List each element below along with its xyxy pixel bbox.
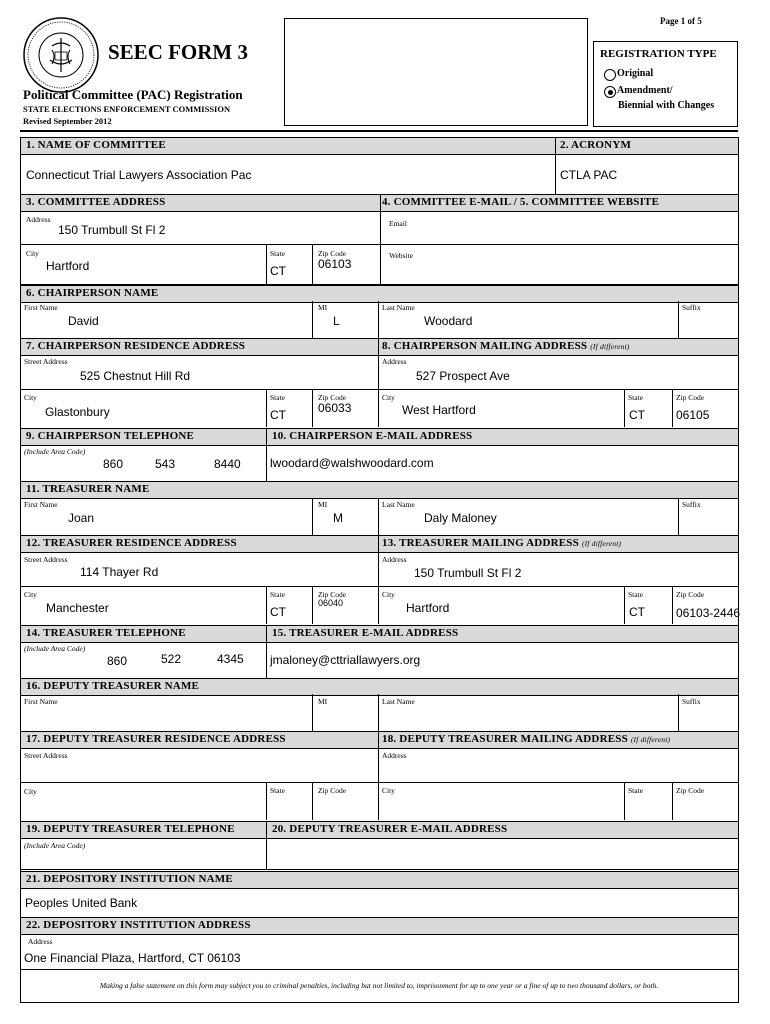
state-label: State (270, 590, 285, 599)
address-label: Address (28, 937, 53, 946)
option-original-label: Original (617, 68, 654, 79)
city-label: City (382, 393, 395, 402)
if-different-note: (If different) (630, 735, 671, 744)
revised-date: Revised September 2012 (23, 116, 112, 126)
committee-state-field[interactable]: CT (270, 264, 286, 278)
section-1-2-header (20, 137, 738, 155)
treasurer-phone-area[interactable]: 860 (107, 654, 128, 668)
city-label: City (26, 249, 39, 258)
street-address-label: Street Address (24, 555, 68, 564)
email-label: Email (389, 219, 407, 228)
chair-mi-field[interactable]: L (333, 314, 340, 328)
suffix-label: Suffix (682, 500, 701, 509)
form-subtitle: Political Committee (PAC) Registration (23, 87, 243, 102)
treasurer-mail-state-field[interactable]: CT (629, 605, 645, 619)
section-7-8-header (20, 338, 738, 356)
first-name-label: First Name (24, 697, 58, 706)
option-amendment-label-line2: Biennial with Changes (618, 100, 715, 111)
if-different-note: (If different) (590, 342, 630, 351)
section-12-13-header (20, 535, 738, 553)
section-10-title: 10. CHAIRPERSON E-MAIL ADDRESS (272, 430, 473, 442)
area-code-label: (Include Area Code) (24, 644, 86, 653)
radio-amendment[interactable] (604, 86, 616, 98)
address-label: Address (382, 357, 407, 366)
first-name-label: First Name (24, 500, 58, 509)
treasurer-res-street-field[interactable]: 114 Thayer Rd (80, 565, 159, 579)
zip-label: Zip Code (318, 393, 347, 402)
section-22-title: 22. DEPOSITORY INSTITUTION ADDRESS (26, 919, 251, 931)
treasurer-mail-city-field[interactable]: Hartford (406, 601, 450, 615)
section-22-header (20, 917, 738, 935)
form-top-rule (20, 130, 738, 132)
section-13-title: 13. TREASURER MAILING ADDRESS (382, 537, 579, 549)
city-label: City (24, 590, 37, 599)
chair-first-name-field[interactable]: David (68, 314, 99, 328)
state-label: State (270, 786, 285, 795)
city-label: City (382, 786, 395, 795)
chair-mail-state-field[interactable]: CT (629, 408, 645, 422)
committee-zip-field[interactable]: 06103 (318, 257, 352, 271)
treasurer-mi-field[interactable]: M (333, 511, 343, 525)
address-label: Address (26, 215, 51, 224)
area-code-label: (Include Area Code) (24, 447, 86, 456)
chair-phone-prefix[interactable]: 543 (155, 457, 176, 471)
treasurer-phone-prefix[interactable]: 522 (161, 652, 182, 666)
section-11-header (20, 481, 738, 499)
zip-label: Zip Code (318, 249, 347, 258)
chair-res-zip-field[interactable]: 06033 (318, 401, 352, 415)
zip-label: Zip Code (676, 393, 705, 402)
footer-warning: Making a false statement on this form may subject you to criminal penalties, including but not limited to, imprisonment for up to one year or a fine of up to two thousand dollars, or both. (99, 981, 659, 990)
chair-mail-zip-field[interactable]: 06105 (676, 408, 710, 422)
treasurer-first-name-field[interactable]: Joan (68, 511, 95, 525)
section-9-10-header (20, 428, 738, 446)
section-1-title: 1. NAME OF COMMITTEE (26, 139, 166, 151)
section-2-title: 2. ACRONYM (560, 139, 632, 151)
section-4-5-title: 4. COMMITTEE E-MAIL / 5. COMMITTEE WEBSITE (382, 196, 660, 208)
registration-type-box (593, 41, 738, 127)
chair-mail-city-field[interactable]: West Hartford (402, 403, 476, 417)
option-amendment-label: Amendment/ (617, 85, 673, 96)
depository-address-field[interactable]: One Financial Plaza, Hartford, CT 06103 (24, 951, 241, 965)
section-18-title: 18. DEPUTY TREASURER MAILING ADDRESS (382, 733, 628, 745)
section-20-title: 20. DEPUTY TREASURER E-MAIL ADDRESS (272, 823, 508, 835)
chair-email-field[interactable]: lwoodard@walshwoodard.com (270, 456, 434, 470)
website-label: Website (389, 251, 413, 260)
last-name-label: Last Name (382, 697, 415, 706)
address-label: Address (382, 555, 407, 564)
treasurer-res-city-field[interactable]: Manchester (46, 601, 109, 615)
depository-name-field[interactable]: Peoples United Bank (25, 896, 138, 910)
chair-res-state-field[interactable]: CT (270, 408, 286, 422)
acronym-field[interactable]: CTLA PAC (560, 168, 618, 182)
state-label: State (628, 393, 643, 402)
chair-last-name-field[interactable]: Woodard (424, 314, 473, 328)
zip-label: Zip Code (318, 786, 347, 795)
first-name-label: First Name (24, 303, 58, 312)
section-12-title: 12. TREASURER RESIDENCE ADDRESS (26, 537, 237, 549)
committee-city-field[interactable]: Hartford (46, 259, 90, 273)
last-name-label: Last Name (382, 303, 415, 312)
treasurer-email-field[interactable]: jmaloney@cttriallawyers.org (270, 653, 421, 667)
section-16-title: 16. DEPUTY TREASURER NAME (26, 680, 200, 692)
section-6-header (20, 285, 738, 303)
section-8-title: 8. CHAIRPERSON MAILING ADDRESS (382, 340, 588, 352)
section-3-title: 3. COMMITTEE ADDRESS (26, 196, 166, 208)
if-different-note: (If different) (581, 539, 622, 548)
treasurer-last-name-field[interactable]: Daly Maloney (424, 511, 497, 525)
chair-phone-area[interactable]: 860 (103, 457, 124, 471)
page-number: Page 1 of 5 (660, 16, 702, 26)
area-code-label: (Include Area Code) (24, 841, 86, 850)
treasurer-res-state-field[interactable]: CT (270, 605, 286, 619)
zip-label: Zip Code (676, 786, 705, 795)
city-label: City (24, 393, 37, 402)
footer-box (20, 972, 738, 1003)
agency-name: STATE ELECTIONS ENFORCEMENT COMMISSION (23, 104, 231, 114)
section-19-20-header (20, 821, 738, 839)
treasurer-phone-line[interactable]: 4345 (217, 652, 244, 666)
section-14-15-header (20, 625, 738, 643)
section-14-title: 14. TREASURER TELEPHONE (26, 627, 186, 639)
section-3-4-header (20, 194, 738, 212)
zip-label: Zip Code (676, 590, 705, 599)
address-label: Address (382, 751, 407, 760)
state-label: State (628, 590, 643, 599)
treasurer-mail-zip-field[interactable]: 06103-2446 (676, 606, 741, 620)
section-21-title: 21. DEPOSITORY INSTITUTION NAME (26, 873, 233, 885)
section-11-title: 11. TREASURER NAME (26, 483, 150, 495)
mi-label: MI (318, 500, 328, 509)
treasurer-mail-address-field[interactable]: 150 Trumbull St Fl 2 (414, 566, 522, 580)
commission-stamp-box (284, 18, 588, 126)
treasurer-res-zip-field[interactable]: 06040 (318, 598, 344, 608)
radio-selected-dot (608, 90, 613, 95)
city-label: City (382, 590, 395, 599)
section-6-title: 6. CHAIRPERSON NAME (26, 287, 159, 299)
registration-type-title: REGISTRATION TYPE (600, 48, 717, 60)
mi-label: MI (318, 303, 328, 312)
radio-original[interactable] (604, 69, 616, 81)
section-19-title: 19. DEPUTY TREASURER TELEPHONE (26, 823, 235, 835)
zip-label: Zip Code (318, 590, 347, 599)
section-17-18-header (20, 731, 738, 749)
state-label: State (628, 786, 643, 795)
chair-res-city-field[interactable]: Glastonbury (45, 405, 110, 419)
suffix-label: Suffix (682, 697, 701, 706)
section-7-title: 7. CHAIRPERSON RESIDENCE ADDRESS (26, 340, 246, 352)
section-17-title: 17. DEPUTY TREASURER RESIDENCE ADDRESS (26, 733, 286, 745)
suffix-label: Suffix (682, 303, 701, 312)
section-15-title: 15. TREASURER E-MAIL ADDRESS (272, 627, 459, 639)
mi-label: MI (318, 697, 328, 706)
section-21-header (20, 871, 738, 889)
state-label: State (270, 393, 285, 402)
city-label: City (24, 787, 37, 796)
street-address-label: Street Address (24, 751, 68, 760)
chair-phone-line[interactable]: 8440 (214, 457, 241, 471)
section-9-title: 9. CHAIRPERSON TELEPHONE (26, 430, 195, 442)
street-address-label: Street Address (24, 357, 68, 366)
committee-name-field[interactable]: Connecticut Trial Lawyers Association Pac (26, 168, 252, 182)
section-16-header (20, 678, 738, 696)
committee-address-field[interactable]: 150 Trumbull St Fl 2 (58, 223, 166, 237)
chair-res-street-field[interactable]: 525 Chestnut Hill Rd (80, 369, 191, 383)
state-seal-logo (22, 16, 100, 94)
last-name-label: Last Name (382, 500, 415, 509)
state-label: State (270, 249, 285, 258)
form-title: SEEC FORM 3 (108, 40, 249, 64)
chair-mail-address-field[interactable]: 527 Prospect Ave (416, 369, 510, 383)
